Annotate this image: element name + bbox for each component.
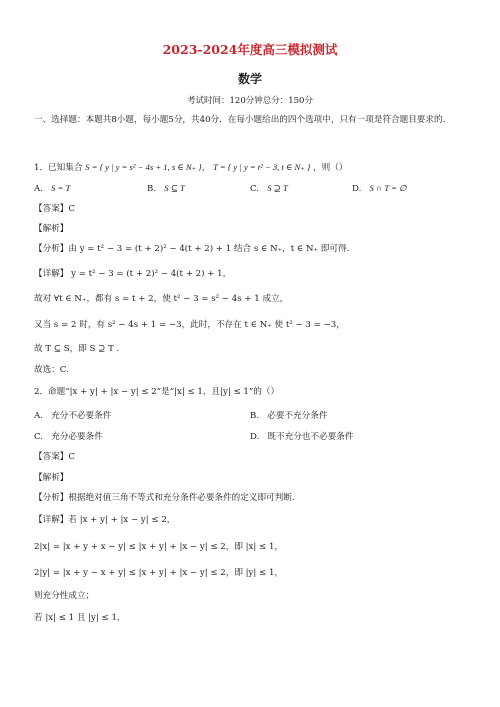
- q2-equation-2: 2|y| = |x + y − x + y| ≤ |x + y| + |x − y| ≤ 2，即 |y| ≤ 1，: [34, 568, 284, 578]
- q1-option-a: A. S = T: [34, 183, 71, 194]
- section-intro: 一、选择题：本题共8小题，每小题5分，共40分．在每小题给出的四个选项中，只有一项是符合题目要求的.: [34, 115, 446, 125]
- q2-last: 若 |x| ≤ 1 且 |y| ≤ 1，: [34, 613, 126, 623]
- q2-analysis-head: 【解析】: [34, 473, 69, 483]
- exam-title: 2023-2024年度高三模拟测试: [162, 42, 338, 57]
- q1-set-s: S = { y | y = s² − 4s + 1, s ∈ N₊ }: [85, 162, 202, 172]
- q1-detail: 【详解】 y = t² − 3 = (t + 2)² − 4(t + 2) + 1，: [34, 269, 232, 279]
- q1-stem: 1．已知集合 S = { y | y = s² − 4s + 1, s ∈ N₊ }， T = { y | y = t² − 3, t ∈ N₊ } ，则（）: [34, 162, 348, 173]
- q1-answer: 【答案】C: [34, 204, 75, 214]
- q1-choose: 故选：C.: [34, 365, 69, 375]
- q2-option-a: A. 充分不必要条件: [34, 411, 112, 421]
- q2-detail: 【详解】若 |x + y| + |x − y| ≤ 2，: [34, 515, 176, 525]
- q2-option-c: C. 充分必要条件: [34, 432, 103, 442]
- q2-sufficient: 则充分性成立；: [34, 591, 95, 601]
- q2-analysis: 【分析】根据绝对值三角不等式和充分条件必要条件的定义即可判断.: [34, 493, 295, 503]
- q1-analysis: 【分析】由 y = t² − 3 = (t + 2)² − 4(t + 2) + 1 结合 s ∈ N₊，t ∈ N₊ 即可得.: [34, 244, 350, 254]
- q2-option-b: B. 必要不充分条件: [250, 411, 328, 421]
- q1-stem-prefix: 1．已知集合: [34, 163, 83, 173]
- q1-option-d: D. S ∩ T = ∅: [352, 183, 407, 194]
- q1-step-1: 故对 ∀t ∈ N₊，都有 s = t + 2，使 t² − 3 = s² − 4s + 1 成立，: [34, 294, 289, 304]
- q1-analysis-head: 【解析】: [34, 224, 69, 234]
- q1-set-t: T = { y | y = t² − 3, t ∈ N₊ }: [213, 162, 311, 172]
- exam-meta: 考试时间：120分钟总分：150分: [187, 96, 313, 106]
- q1-step-2: 又当 s = 2 时，有 s² − 4s + 1 = −3，此时，不存在 t ∈ N₊ 使 t² − 3 = −3，: [34, 320, 345, 330]
- q1-step-3: 故 T ⊆ S，即 S ⊇ T .: [34, 344, 120, 354]
- q2-option-d: D. 既不充分也不必要条件: [250, 432, 354, 442]
- q1-option-b: B. S ⊆ T: [147, 183, 185, 194]
- q2-equation-1: 2|x| = |x + y + x − y| ≤ |x + y| + |x − y| ≤ 2，即 |x| ≤ 1，: [34, 542, 284, 552]
- q2-answer: 【答案】C: [34, 452, 75, 462]
- q1-stem-suffix: ，则（）: [313, 163, 348, 173]
- q2-stem: 2．命题“|x + y| + |x − y| ≤ 2”是“|x| ≤ 1，且|y| ≤ 1”的（）: [34, 387, 280, 397]
- q1-option-c: C. S ⊇ T: [250, 183, 288, 194]
- subject-heading: 数学: [237, 72, 262, 86]
